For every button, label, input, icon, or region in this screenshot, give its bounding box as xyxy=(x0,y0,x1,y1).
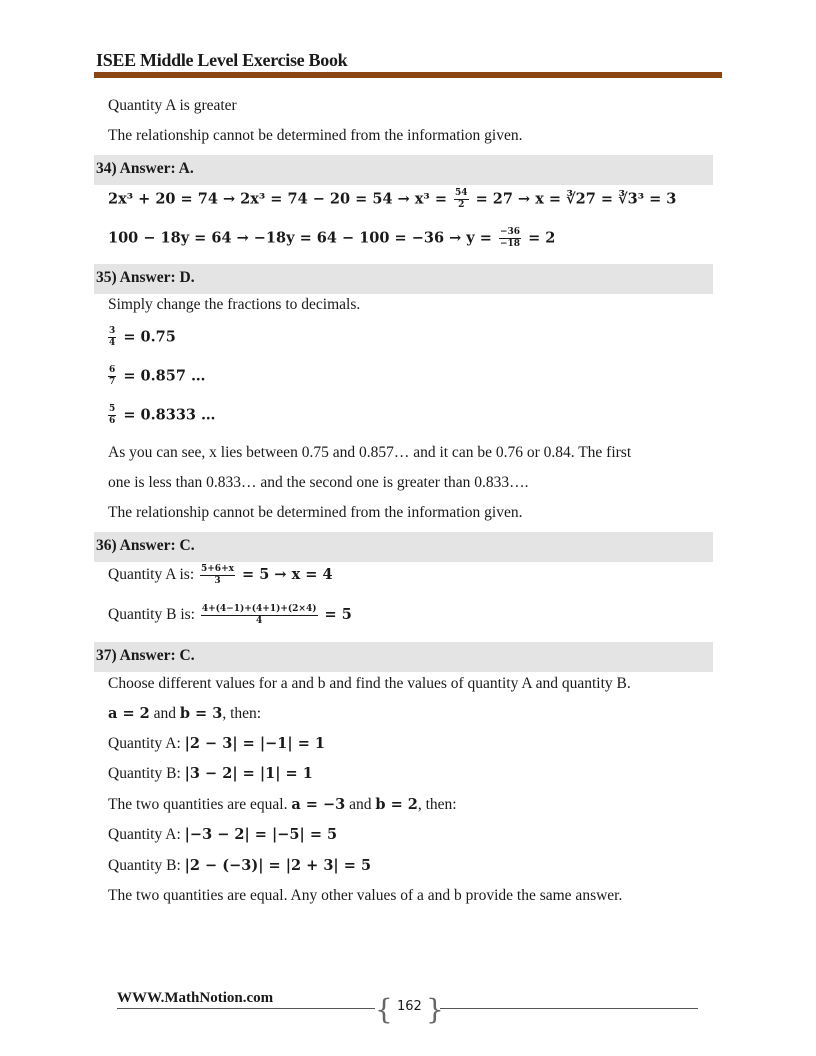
q35-fraction-1 xyxy=(108,326,176,349)
page-number: 162 xyxy=(397,999,422,1014)
q34-equation-1 xyxy=(108,188,676,211)
q35-intro: Simply change the fractions to decimals. xyxy=(108,296,361,313)
q37-line2 xyxy=(108,705,261,723)
q35-f3 xyxy=(108,404,116,427)
fraction-numerator: 5 xyxy=(109,404,116,414)
q34-eq2-part1: 100 − 18y = 64 → −18y = 64 − 100 = −36 → y = xyxy=(108,229,497,247)
q37-l6-label: Quantity A: xyxy=(108,826,185,843)
q37-l5-text: The two quantities are equal. xyxy=(108,796,292,813)
q35-heading-band xyxy=(94,264,713,294)
fraction-numerator: 5+6+x xyxy=(201,564,234,574)
q33-line2: The relationship cannot be determined from the information given. xyxy=(108,127,523,144)
q37-line4 xyxy=(108,765,313,783)
footer-rule-right xyxy=(440,1008,698,1009)
fraction-numerator: 54 xyxy=(455,188,468,198)
q37-l7-label: Quantity B: xyxy=(108,857,185,874)
q36-quantity-b xyxy=(108,604,352,627)
q34-eq2-fraction xyxy=(499,227,521,250)
q36-b-fraction xyxy=(201,604,318,627)
q37-l2-math2: b = 3 xyxy=(179,705,223,722)
q37-l5-and: and xyxy=(345,796,376,813)
q35-heading: 35) Answer: D. xyxy=(96,269,195,286)
fraction-numerator: 3 xyxy=(109,326,116,336)
q35-fraction-2 xyxy=(108,365,205,388)
q37-l2-and: and xyxy=(149,705,180,722)
fraction-numerator: 4+(4−1)+(4+1)+(2×4) xyxy=(201,604,317,614)
header-rule xyxy=(94,72,722,78)
q33-line1: Quantity A is greater xyxy=(108,97,237,114)
q35-para2: one is less than 0.833… and the second one is greater than 0.833…. xyxy=(108,474,529,491)
q35-f3-value: = 0.8333 … xyxy=(118,406,216,424)
q37-line8: The two quantities are equal. Any other values of a and b provide the same answer. xyxy=(108,887,623,904)
fraction-denominator: 2 xyxy=(458,200,465,210)
q35-f1-value: = 0.75 xyxy=(118,328,176,346)
fraction-denominator: 6 xyxy=(109,416,116,426)
q37-l2-end: , then: xyxy=(222,705,262,722)
q35-f1 xyxy=(108,326,116,349)
q36-a-fraction xyxy=(200,564,235,587)
q37-l3-math: |2 − 3| = |−1| = 1 xyxy=(184,735,325,752)
q37-l7-math: |2 − (−3)| = |2 + 3| = 5 xyxy=(184,857,372,874)
q37-l4-math: |3 − 2| = |1| = 1 xyxy=(184,765,313,782)
q34-eq1-part1: 2x³ + 20 = 74 → 2x³ = 74 − 20 = 54 → x³ = xyxy=(108,190,453,208)
q37-l5-math2: b = 2 xyxy=(375,796,418,813)
q35-para3: The relationship cannot be determined from the information given. xyxy=(108,504,523,521)
q37-line3 xyxy=(108,735,325,753)
q35-f2 xyxy=(108,365,116,388)
q36-heading-band xyxy=(94,532,713,562)
q36-b-label: Quantity B is: xyxy=(108,606,199,624)
q34-heading-band xyxy=(94,155,713,185)
header-title: ISEE Middle Level Exercise Book xyxy=(96,50,348,70)
fraction-denominator: 7 xyxy=(109,377,116,387)
q37-line6 xyxy=(108,826,337,844)
page-number-bracket-left: { xyxy=(375,993,393,1026)
fraction-denominator: 4 xyxy=(256,616,263,626)
q37-heading: 37) Answer: C. xyxy=(96,647,195,664)
q37-line5 xyxy=(108,796,457,814)
q37-l5-end: , then: xyxy=(417,796,457,813)
fraction-numerator: 6 xyxy=(109,365,116,375)
q34-eq1-fraction xyxy=(454,188,469,211)
q34-eq1-part2: = 27 → x = ∛27 = ∛3³ = 3 xyxy=(470,190,677,208)
q34-heading: 34) Answer: A. xyxy=(96,160,194,177)
q37-l3-label: Quantity A: xyxy=(108,735,185,752)
q36-b-result: = 5 xyxy=(319,606,352,624)
q34-eq2-part2: = 2 xyxy=(523,229,556,247)
q34-equation-2 xyxy=(108,227,555,250)
q37-l6-math: |−3 − 2| = |−5| = 5 xyxy=(184,826,338,843)
q37-line7 xyxy=(108,857,371,875)
fraction-denominator: 4 xyxy=(109,338,116,348)
q35-fraction-3 xyxy=(108,404,216,427)
q36-quantity-a xyxy=(108,564,333,587)
q37-l5-math: a = −3 xyxy=(291,796,346,813)
q37-heading-band xyxy=(94,642,713,672)
q37-line1: Choose different values for a and b and find the values of quantity A and quantity B. xyxy=(108,675,631,692)
q37-l2-math: a = 2 xyxy=(108,705,150,722)
page-number-bracket-right: } xyxy=(426,993,444,1026)
fraction-denominator: −18 xyxy=(499,239,521,249)
fraction-denominator: 3 xyxy=(214,576,221,586)
fraction-numerator: −36 xyxy=(499,227,521,237)
q35-f2-value: = 0.857 … xyxy=(118,367,206,385)
footer-website: WWW.MathNotion.com xyxy=(117,990,274,1006)
footer-rule-left xyxy=(117,1008,375,1009)
q36-a-label: Quantity A is: xyxy=(108,566,198,584)
q36-heading: 36) Answer: C. xyxy=(96,537,195,554)
q36-a-result: = 5 → x = 4 xyxy=(236,566,333,584)
q35-para1: As you can see, x lies between 0.75 and 0.857… and it can be 0.76 or 0.84. The first xyxy=(108,444,632,461)
q37-l4-label: Quantity B: xyxy=(108,765,185,782)
